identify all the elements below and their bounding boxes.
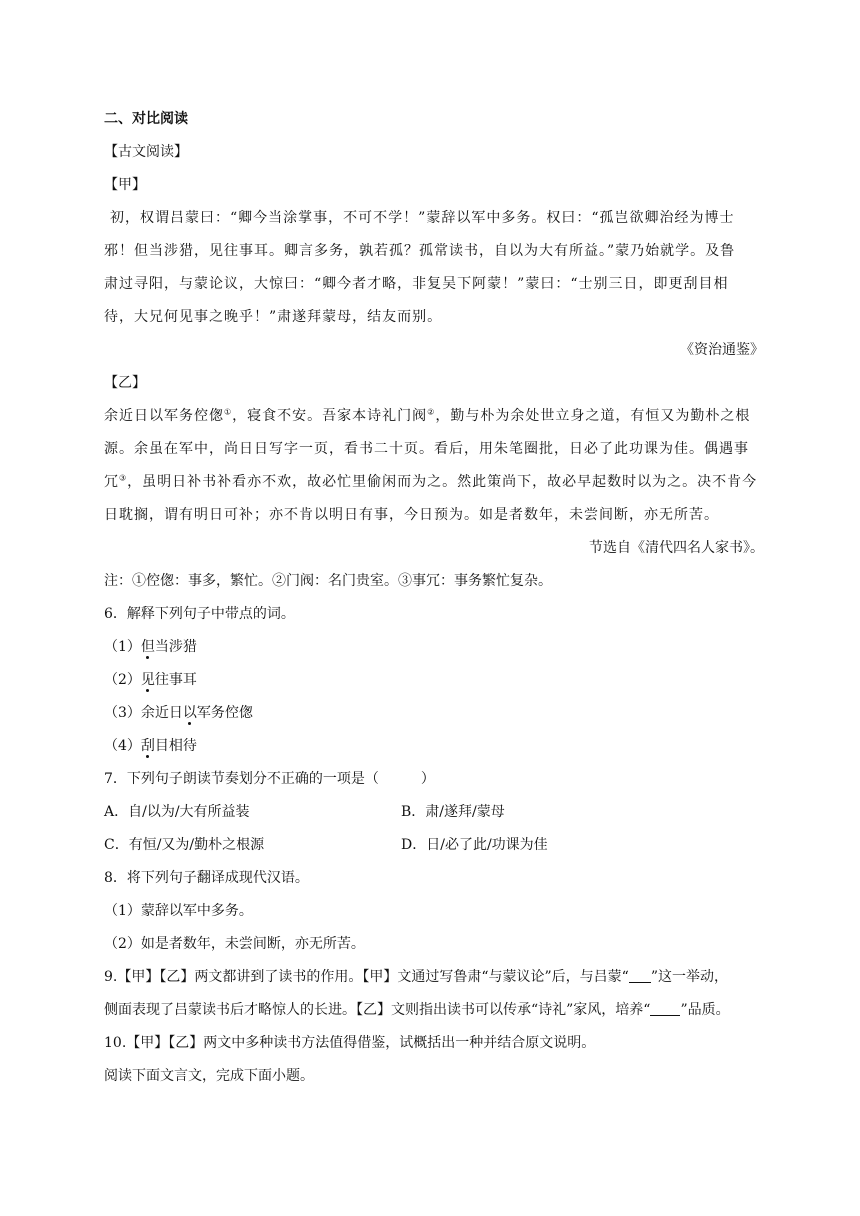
item-number: （4） bbox=[104, 738, 141, 754]
next-section-intro: 阅读下面文言文，完成下面小题。 bbox=[104, 1068, 314, 1084]
passage-yi-line bbox=[104, 466, 764, 499]
question-8-item: （2）如是者数年，未尝间断，亦无所苦。 bbox=[104, 936, 365, 952]
text-segment: ，寝食不安。吾家本诗礼门阀 bbox=[232, 408, 428, 424]
question-9-text: ”品质。 bbox=[680, 1002, 730, 1018]
text-segment: 冗 bbox=[104, 474, 119, 490]
passage-yi-label: 【乙】 bbox=[104, 375, 146, 391]
footnote-marker: ① bbox=[224, 407, 233, 417]
question-6-item bbox=[104, 730, 764, 763]
question-7-options-row bbox=[104, 796, 764, 829]
document-content bbox=[104, 103, 764, 1093]
passage-jia-label: 【甲】 bbox=[104, 177, 146, 193]
question-9-line bbox=[104, 994, 764, 1027]
passage-yi-line: 日耽搁，谓有明日可补；亦不肯以明日有事，今日预为。如是者数年，未尝间断，亦无所苦。 bbox=[104, 507, 719, 523]
question-6-stem: 6．解释下列句子中带点的词。 bbox=[104, 606, 295, 622]
question-6-item bbox=[104, 697, 764, 730]
question-9-text: ”这一举动， bbox=[650, 969, 728, 985]
question-7-options-row bbox=[104, 829, 764, 862]
question-9-text: 侧面表现了吕蒙读书后才略惊人的长进。【乙】文则指出读书可以传承“诗礼”家风，培养“ bbox=[104, 1002, 651, 1018]
question-6-item bbox=[104, 631, 764, 664]
footnote-marker: ② bbox=[427, 407, 436, 417]
question-9-line bbox=[104, 961, 764, 994]
item-number: （1） bbox=[104, 639, 141, 655]
item-text: 军务倥偬 bbox=[196, 705, 253, 721]
question-9-text: 9.【甲】【乙】两文都讲到了读书的作用。【甲】文通过写鲁肃“与蒙议论”后，与吕蒙“ bbox=[104, 969, 629, 985]
item-number: （2） bbox=[104, 672, 141, 688]
dotted-word: 刮 bbox=[140, 738, 155, 754]
footnote-marker: ③ bbox=[119, 473, 128, 483]
footnotes: 注：①倥偬：事多，繁忙。②门阀：名门贵室。③事冗：事务繁忙复杂。 bbox=[104, 573, 552, 589]
passage-yi-source: 节选自《清代四名人家书》。 bbox=[589, 540, 764, 556]
ancient-reading-label: 【古文阅读】 bbox=[104, 144, 188, 160]
passage-yi-line bbox=[104, 400, 764, 433]
passage-jia-line: 初，权谓吕蒙曰：“卿今当涂掌事，不可不学！”蒙辞以军中多务。权曰：“孤岂欲卿治经为博士 bbox=[110, 210, 735, 226]
dotted-word: 但 bbox=[140, 639, 155, 655]
item-number: （3） bbox=[104, 705, 141, 721]
question-6-item bbox=[104, 664, 764, 697]
answer-blank[interactable] bbox=[650, 999, 680, 1016]
item-text: 目相待 bbox=[154, 738, 197, 754]
text-segment: ，虽明日补书补看亦不欢，故必忙里偷闲而为之。然此策尚下，故必早起数时以为之。决不肯今 bbox=[127, 474, 758, 490]
passage-jia-line: 肃过寻阳，与蒙论议，大惊曰：“卿今者才略，非复吴下阿蒙！”蒙曰：“士别三日，即更刮目相 bbox=[104, 276, 729, 292]
dotted-word: 以 bbox=[182, 705, 197, 721]
section-title: 二、对比阅读 bbox=[104, 111, 188, 127]
text-segment: ，勤与朴为余处世立身之道，有恒又为勤朴之根 bbox=[435, 408, 751, 424]
passage-jia-line: 邪！但当涉猎，见往事耳。卿言多务，孰若孤？孤常读书，自以为大有所益。”蒙乃始就学。及鲁 bbox=[104, 243, 736, 259]
passage-yi-line: 源。余虽在军中，尚日日写字一页，看书二十页。看后，用朱笔圈批，日必了此功课为佳。偶遇事 bbox=[104, 441, 749, 457]
question-7-stem: 7．下列句子朗读节奏划分不正确的一项是（ ） bbox=[104, 771, 435, 787]
option-a: A．自/以为/大有所益装 bbox=[104, 804, 250, 820]
dotted-word: 见 bbox=[140, 672, 155, 688]
item-text: 余近日 bbox=[140, 705, 183, 721]
text-segment: 余近日以军务倥偬 bbox=[104, 408, 224, 424]
item-text: 往事耳 bbox=[154, 672, 197, 688]
option-d: D．日/必了此/功课为佳 bbox=[401, 837, 548, 853]
question-8-stem: 8．将下列句子翻译成现代汉语。 bbox=[104, 870, 309, 886]
item-text: 当涉猎 bbox=[154, 639, 197, 655]
option-b: B．肃/遂拜/蒙母 bbox=[401, 804, 505, 820]
question-10: 10.【甲】【乙】两文中多种读书方法值得借鉴，试概括出一种并结合原文说明。 bbox=[104, 1035, 596, 1051]
passage-jia-source: 《资治通鉴》 bbox=[680, 342, 764, 358]
option-c: C．有恒/又为/勤朴之根源 bbox=[104, 837, 265, 853]
question-8-item: （1）蒙辞以军中多务。 bbox=[104, 903, 253, 919]
answer-blank[interactable] bbox=[629, 966, 651, 983]
passage-jia-line: 待，大兄何见事之晚乎！”肃遂拜蒙母，结友而别。 bbox=[104, 309, 443, 325]
